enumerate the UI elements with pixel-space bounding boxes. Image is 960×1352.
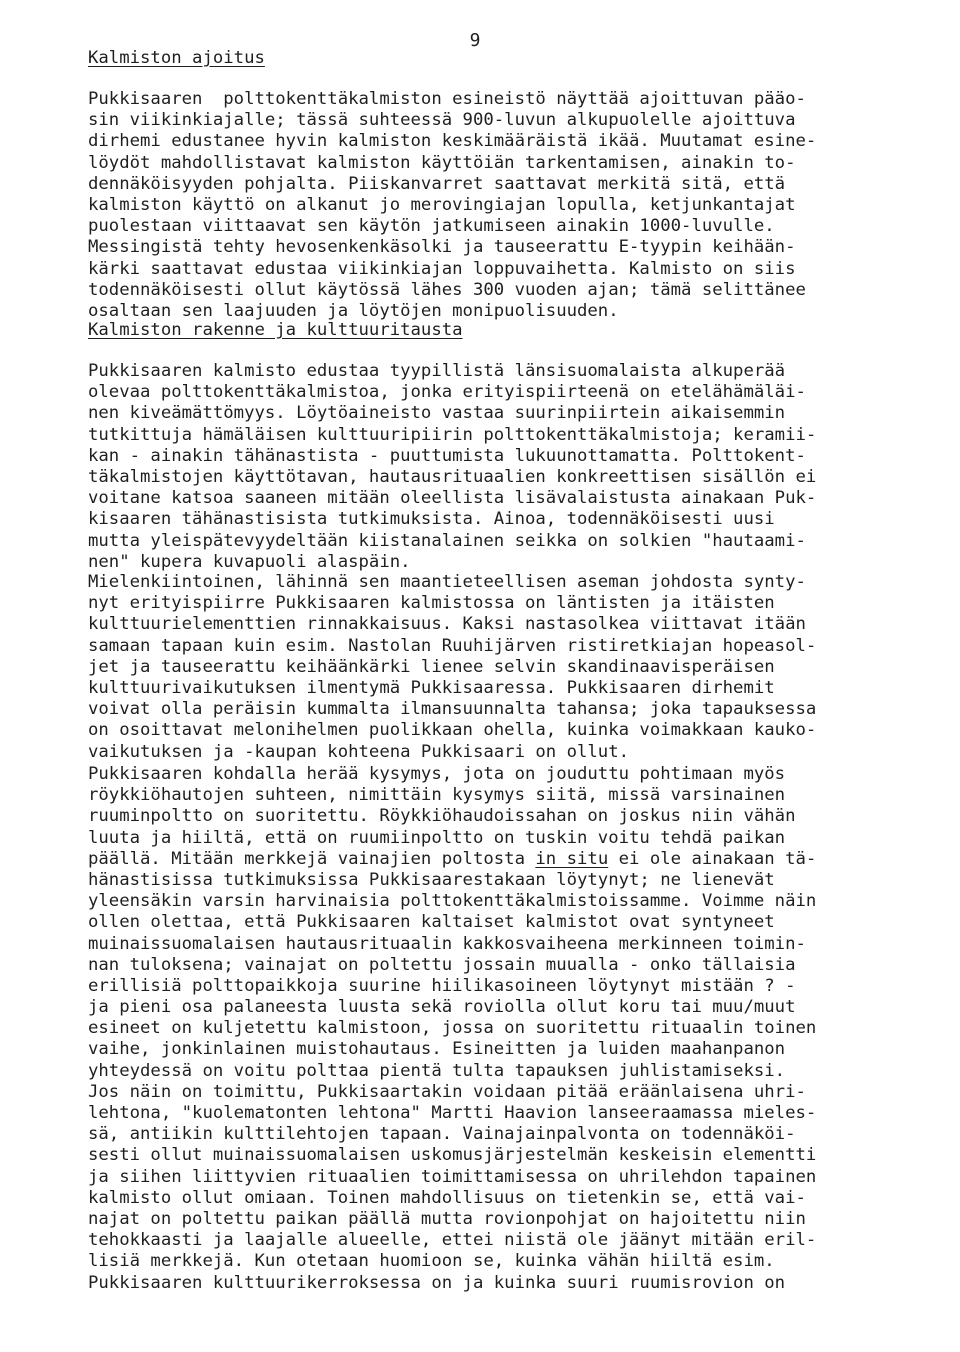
- text-line: olevaa polttokenttäkalmistoa, jonka erityispiirteenä on etelähämäläi-: [88, 382, 806, 403]
- text-line: mutta yleispätevyydeltään kiistanalainen seikka on solkien "hautaami-: [88, 530, 806, 551]
- text-line: muinaissuomalaisen hautausrituaalin kakkosvaiheena merkinneen toimin-: [88, 933, 806, 954]
- text-line: erillisiä polttopaikkoja suurine hiilikasoineen löytynyt mistään ? -: [88, 975, 796, 996]
- text-line: kulttuurivaikutuksen ilmentymä Pukkisaaressa. Pukkisaaren dirhemit: [88, 677, 775, 698]
- text-line: kalmiston käyttö on alkanut jo merovingiajan lopulla, ketjunkantajat: [88, 194, 796, 215]
- page-number: 9: [469, 30, 481, 51]
- text-line: kalmisto ollut omiaan. Toinen mahdollisuus on tietenkin se, että vai-: [88, 1187, 806, 1208]
- text-line: najat on poltettu paikan päällä mutta rovionpohjat on hajoitettu niin: [88, 1208, 806, 1229]
- text-line: osaltaan sen laajuuden ja löytöjen monipuolisuuden.: [88, 300, 619, 321]
- text-line: todennäköisesti ollut käytössä lähes 300 vuoden ajan; tämä selittänee: [88, 279, 806, 300]
- text-line: nen kiveämättömyys. Löytöaineisto vastaa suurinpiirtein aikaisemmin: [88, 403, 786, 424]
- text-line: on osoittavat melonihelmen puolikkaan ohella, kuinka voimakkaan kauko-: [88, 720, 817, 741]
- text-line: luuta ja hiiltä, että on ruumiinpoltto on tuskin voitu tehdä paikan: [88, 827, 786, 848]
- text-line: voivat olla peräisin kummalta ilmansuunnalta tahansa; joka tapauksessa: [88, 699, 817, 720]
- text-line: Pukkisaaren kulttuurikerroksessa on ja kuinka suuri ruumisrovion on: [88, 1272, 786, 1293]
- text-line: voitane katsoa saaneen mitään oleellista lisävalaistusta ainakaan Puk-: [88, 488, 817, 509]
- text-line: dirhemi edustanee hyvin kalmiston keskimääräistä ikää. Muutamat esine-: [88, 131, 817, 152]
- text-line: Jos näin on toimittu, Pukkisaartakin voidaan pitää eräänlaisena uhri-: [88, 1081, 806, 1102]
- paragraph: [88, 361, 908, 573]
- text-line: Messingistä tehty hevosenkenkäsolki ja tauseerattu E-tyypin keihään-: [88, 237, 796, 258]
- text-line: Pukkisaaren kohdalla herää kysymys, jota on jouduttu pohtimaan myös: [88, 764, 786, 784]
- text-line: jet ja tauseerattu keihäänkärki lienee selvin skandinaavisperäisen: [88, 656, 775, 677]
- text-line: sesti ollut muinaissuomalaisen uskomusjärjestelmän keskeisin elementti: [88, 1145, 817, 1166]
- text-line: nyt erityispiirre Pukkisaaren kalmistossa on läntisten ja itäisten: [88, 593, 775, 614]
- text-line: päällä. Mitään merkkejä vainajien poltosta in situ ei ole ainakaan tä-: [88, 848, 817, 869]
- text-line: puolestaan viittaavat sen käytön jatkumiseen ainakin 1000-luvulle.: [88, 216, 775, 237]
- text-line: ja siihen liittyvien rituaalien toimittamisessa on uhrilehdon tapainen: [88, 1166, 817, 1187]
- text-line: löydöt mahdollistavat kalmiston käyttöiän tarkentamisen, ainakin to-: [88, 152, 796, 173]
- text-line: sin viikinkiajalle; tässä suhteessä 900-luvun alkupuolelle ajoittuva: [88, 110, 796, 131]
- text-line: lisiä merkkejä. Kun otetaan huomioon se, kuinka vähän hiiltä esim.: [88, 1251, 775, 1272]
- text-line: vaikutuksen ja -kaupan kohteena Pukkisaari on ollut.: [88, 741, 630, 762]
- text-line: yleensäkin varsin harvinaisia polttokenttäkalmistoissamme. Voimme näin: [88, 891, 817, 912]
- text-line: tehokkaasti ja laajalle alueelle, ettei niistä ole jäänyt mitään eril-: [88, 1230, 817, 1251]
- paragraph: [88, 572, 908, 763]
- text-line: kan - ainakin tähänastista - puuttumista lukuunottamatta. Polttokent-: [88, 445, 806, 466]
- text-line: hänastisissa tutkimuksissa Pukkisaarestakaan löytynyt; ne lienevät: [88, 869, 775, 890]
- underlined-term: in situ: [535, 848, 609, 869]
- text-line: dennäköisyyden pohjalta. Piiskanvarret saattavat merkitä sitä, että: [88, 173, 786, 194]
- text-line: sä, antiikin kulttilehtojen tapaan. Vainajainpalvonta on todennäköi-: [88, 1124, 796, 1145]
- text-line: nan tuloksena; vainajat on poltettu jossain muualla - onko tällaisia: [88, 954, 796, 975]
- text-line: lehtona, "kuolematonten lehtona" Martti Haavion lanseeraamassa mieles-: [88, 1103, 817, 1123]
- text-line: ruuminpoltto on suoritettu. Röykkiöhaudoissahan on joskus niin vähän: [88, 806, 796, 827]
- paragraph: [88, 89, 908, 322]
- text-line: Mielenkiintoinen, lähinnä sen maantieteellisen aseman johdosta synty-: [88, 572, 806, 592]
- text-line: Pukkisaaren polttokenttäkalmiston esineistö näyttää ajoittuvan pääo-: [88, 89, 806, 109]
- section-heading-structure: Kalmiston rakenne ja kulttuuritausta: [88, 320, 463, 340]
- text-line: yhteydessä on voitu polttaa pientä tulta tapauksen juhlistamiseksi.: [88, 1060, 786, 1081]
- text-line: ja pieni osa palaneesta luusta sekä roviolla ollut koru tai muu/muut: [88, 997, 796, 1018]
- paragraph: [88, 764, 908, 1294]
- text-line: kulttuurielementtien rinnakkaisuus. Kaksi nastasolkea viittavat itään: [88, 614, 806, 635]
- text-line: röykkiöhautojen suhteen, nimittäin kysymys siitä, missä varsinainen: [88, 785, 786, 806]
- text-line: tutkittuja hämäläisen kulttuuripiirin polttokenttäkalmistoja; keramii-: [88, 424, 817, 445]
- section-heading-dating: Kalmiston ajoitus: [88, 48, 265, 68]
- text-line: ollen olettaa, että Pukkisaaren kaltaiset kalmistot ovat syntyneet: [88, 912, 775, 933]
- text-line: Pukkisaaren kalmisto edustaa tyypillistä länsisuomalaista alkuperää: [88, 361, 786, 381]
- text-line: kisaaren tähänastisista tutkimuksista. Ainoa, todennäköisesti uusi: [88, 509, 775, 530]
- text-line: esineet on kuljetettu kalmistoon, jossa on suoritettu rituaalin toinen: [88, 1018, 817, 1039]
- text-line: nen" kupera kuvapuoli alaspäin.: [88, 551, 411, 572]
- text-line: vaihe, jonkinlainen muistohautaus. Esineitten ja luiden maahanpanon: [88, 1039, 786, 1060]
- text-line: kärki saattavat edustaa viikinkiajan loppuvaihetta. Kalmisto on siis: [88, 258, 796, 279]
- text-line: samaan tapaan kuin esim. Nastolan Ruuhijärven ristiretkiajan hopeasol-: [88, 635, 817, 656]
- text-line: täkalmistojen käyttötavan, hautausrituaalien konkreettisen sisällön ei: [88, 466, 817, 487]
